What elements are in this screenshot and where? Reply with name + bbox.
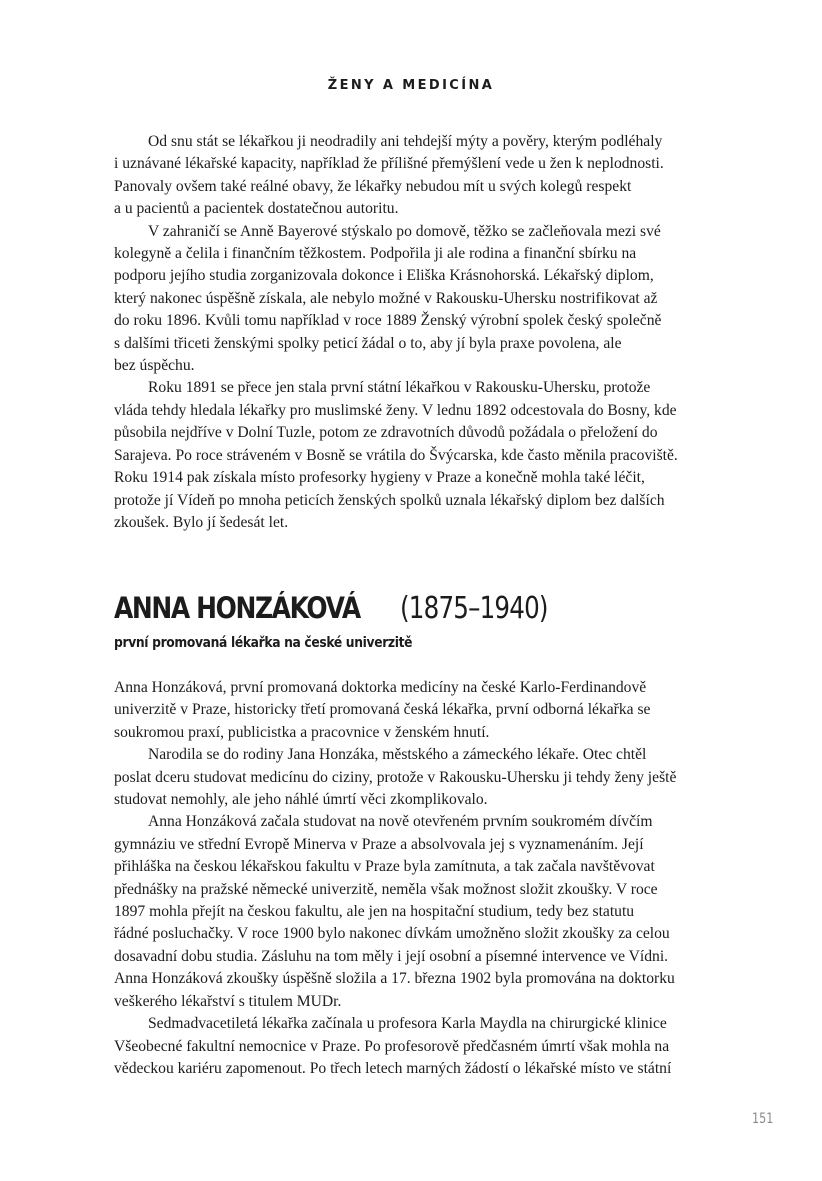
paragraph	[114, 811, 714, 1013]
text-line: univerzitě v Praze, historicky třetí promovaná česká lékařka, první odborná lékařka se	[114, 701, 651, 719]
text-line: Narodila se do rodiny Jana Honzáka, městského a zámeckého lékaře. Otec chtěl	[148, 746, 647, 764]
text-line: Roku 1914 pak získala místo profesorky hygieny v Praze a konečně mohla také léčit,	[114, 469, 645, 487]
text-line: vláda tehdy hledala lékařky pro muslimské ženy. V lednu 1892 odcestovala do Bosny, kde	[114, 401, 677, 419]
text-line: přednášky na pražské německé univerzitě, neměla však možnost složit zkoušky. V roce	[114, 880, 658, 898]
text-line: s dalšími třiceti ženskými spolky peticí žádal o to, aby jí byla praxe povolena, ale	[114, 334, 622, 352]
paragraph	[114, 377, 714, 534]
text-line: přihláška na českou lékařskou fakultu v Praze byla zamítnuta, a tak začala navštěvovat	[114, 858, 655, 876]
text-line: Sarajeva. Po roce stráveném v Bosně se vrátila do Švýcarska, kde často měnila pracoviště.	[114, 446, 678, 464]
person-name: ANNA HONZÁKOVÁ	[114, 591, 360, 625]
text-line: i uznávané lékařské kapacity, například že přílišné přemýšlení vede u žen k neplodnosti.	[114, 155, 664, 173]
text-line: Všeobecné fakultní nemocnice v Praze. Po profesorově předčasném úmrtí však mohla na	[114, 1037, 670, 1055]
person-heading	[114, 588, 714, 652]
paragraph	[114, 677, 714, 744]
text-line: studovat nemohly, ale jeho náhlé úmrtí věci zkomplikovalo.	[114, 791, 488, 809]
text-line: vědeckou kariéru zapomenout. Po třech letech marných žádostí o lékařské místo ve státní	[114, 1059, 672, 1077]
text-line: podporu jejího studia zorganizovala dokonce i Eliška Krásnohorská. Lékařský diplom,	[114, 267, 654, 285]
paragraph	[114, 221, 714, 378]
text-line: 1897 mohla přejít na českou fakultu, ale jen na hospitační studium, tedy bez statutu	[114, 903, 635, 921]
text-line: působila nejdříve v Dolní Tuzle, potom ze zdravotních důvodů požádala o přeložení do	[114, 424, 658, 442]
text-line: Sedmadvacetiletá lékařka začínala u profesora Karla Maydla na chirurgické klinice	[148, 1015, 667, 1033]
section-honzakova-text	[114, 677, 714, 1080]
text-line: Od snu stát se lékařkou ji neodradily ani tehdejší mýty a pověry, kterým podléhaly	[148, 133, 663, 150]
text-line: a u pacientů a pacientek dostatečnou autoritu.	[114, 200, 399, 218]
text-line: Anna Honzáková zkoušky úspěšně složila a 17. března 1902 byla promována na doktorku	[114, 970, 675, 988]
text-line: Anna Honzáková, první promovaná doktorka medicíny na české Karlo-Ferdinandově	[114, 679, 647, 696]
text-line: Roku 1891 se přece jen stala první státní lékařkou v Rakousku-Uhersku, protože	[148, 379, 651, 397]
text-line: poslat dceru studovat medicínu do ciziny, protože v Rakousku-Uhersku ji tehdy ženy ještě	[114, 768, 677, 786]
running-head: ŽENY A MEDICÍNA	[327, 78, 495, 93]
paragraph	[114, 1013, 714, 1080]
text-line: bez úspěchu.	[114, 357, 195, 375]
text-line: Anna Honzáková začala studovat na nově otevřeném prvním soukromém dívčím	[148, 813, 653, 831]
section-bayerova-text	[114, 131, 714, 534]
text-line: řádné posluchačky. V roce 1900 bylo nakonec dívkám umožněno složit zkoušky za celou	[114, 925, 670, 943]
text-line: V zahraničí se Anně Bayerové stýskalo po domově, těžko se začleňovala mezi své	[148, 222, 661, 240]
text-line: soukromou praxí, publicistka a pracovnice v ženském hnutí.	[114, 723, 490, 741]
person-years: (1875–1940)	[399, 591, 548, 626]
person-subtitle: první promovaná lékařka na české univerzitě	[114, 635, 413, 651]
page-number: 151	[752, 1111, 774, 1127]
text-line: kolegyně a čelila i finančním těžkostem. Podpořila ji ale rodina a finanční sbírku na	[114, 245, 637, 263]
text-line: do roku 1896. Kvůli tomu například v roce 1889 Ženský výrobní spolek český společně	[114, 312, 662, 330]
text-line: gymnáziu ve střední Evropě Minerva v Praze a absolvovala jej s vyznamenáním. Její	[114, 835, 644, 853]
text-line: Panovaly ovšem také reálné obavy, že lékařky nebudou mít u svých kolegů respekt	[114, 177, 632, 195]
text-line: protože jí Vídeň po mnoha peticích ženských spolků uznala lékařský diplom bez dalších	[114, 491, 665, 509]
text-line: zkoušek. Bylo jí šedesát let.	[114, 513, 289, 531]
paragraph	[114, 744, 714, 811]
paragraph	[114, 131, 714, 221]
text-line: dosavadní dobu studia. Zásluhu na tom měly i její osobní a písemné intervence ve Vídni.	[114, 947, 669, 965]
text-line: který nakonec úspěšně získala, ale nebylo možné v Rakousku-Uhersku nostrifikovat až	[114, 289, 658, 307]
text-line: veškerého lékařství s titulem MUDr.	[114, 992, 342, 1010]
